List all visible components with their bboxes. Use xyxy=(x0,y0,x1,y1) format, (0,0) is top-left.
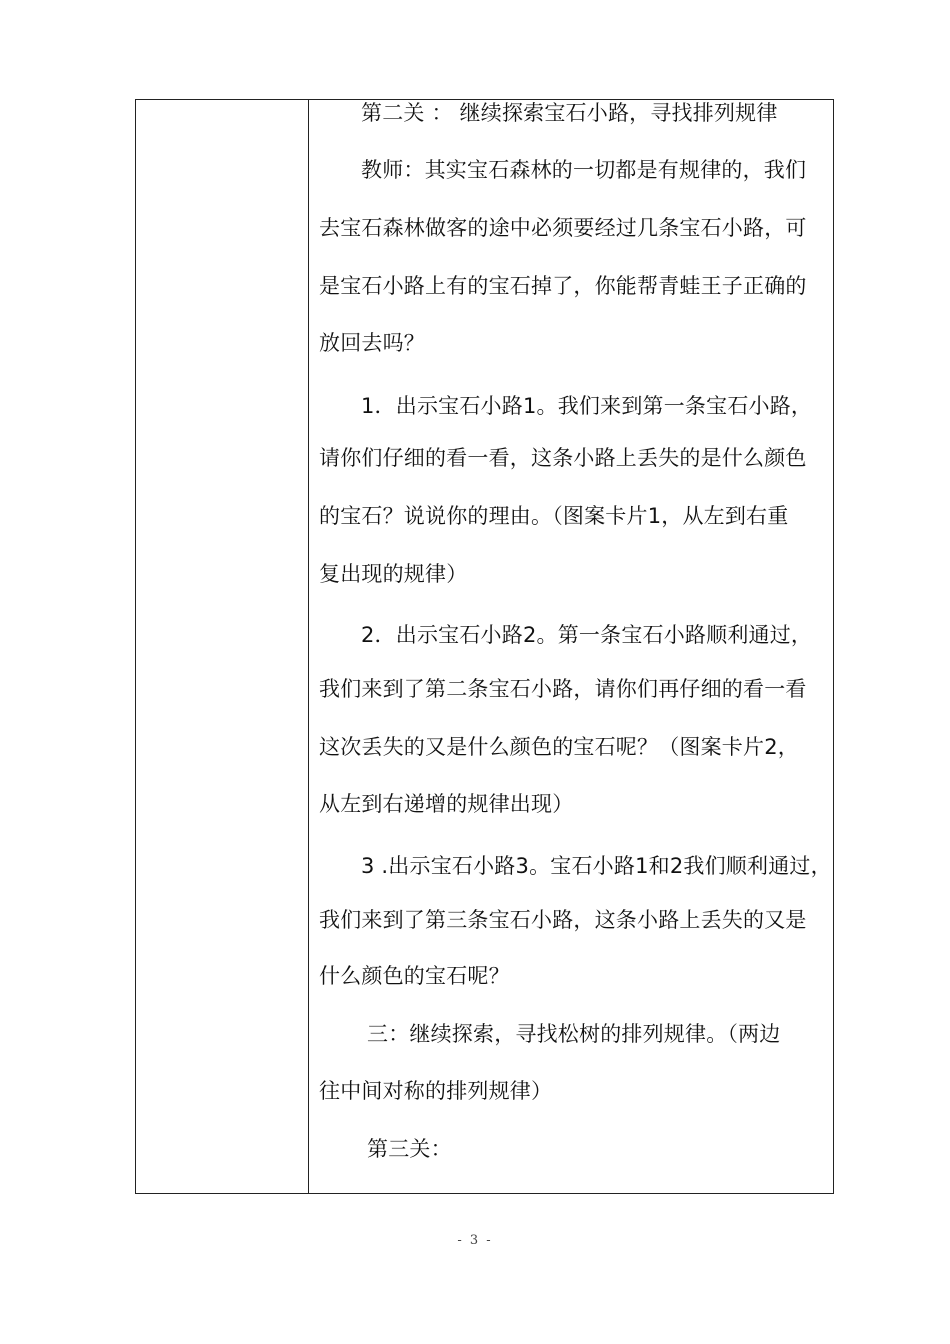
heading-third-stage: 第三关： xyxy=(367,1137,452,1161)
page-number: - 3 - xyxy=(457,1233,493,1248)
paragraph-line: 的宝石？说说你的理由。（图案卡片1，从左到右重 xyxy=(319,504,789,528)
paragraph-line: 什么颜色的宝石呢？ xyxy=(319,964,510,988)
paragraph-line: 3 .出示宝石小路3。宝石小路1和2我们顺利通过， xyxy=(361,854,832,878)
paragraph-line: 复出现的规律） xyxy=(319,562,468,586)
paragraph-line: 这次丢失的又是什么颜色的宝石呢？（图案卡片2， xyxy=(319,735,799,759)
paragraph-line: 从左到右递增的规律出现） xyxy=(319,792,574,816)
paragraph-line: 三：继续探索，寻找松树的排列规律。（两边 xyxy=(367,1022,781,1046)
paragraph-line: 去宝石森林做客的途中必须要经过几条宝石小路，可 xyxy=(319,216,807,240)
paragraph-line: 放回去吗？ xyxy=(319,331,425,355)
paragraph-line: 往中间对称的排列规律） xyxy=(319,1079,553,1103)
document-table xyxy=(135,99,834,1194)
paragraph-line: 教师：其实宝石森林的一切都是有规律的，我们 xyxy=(361,158,807,182)
paragraph-line: 我们来到了第二条宝石小路，请你们再仔细的看一看 xyxy=(319,677,807,701)
paragraph-line: 1．出示宝石小路1。我们来到第一条宝石小路， xyxy=(361,394,813,418)
table-left-column xyxy=(136,100,309,1193)
paragraph-line: 2．出示宝石小路2。第一条宝石小路顺利通过， xyxy=(361,623,813,647)
heading-second-stage: 第二关 ： 继续探索宝石小路，寻找排列规律 xyxy=(361,101,778,125)
paragraph-line: 我们来到了第三条宝石小路，这条小路上丢失的又是 xyxy=(319,908,807,932)
paragraph-line: 请你们仔细的看一看，这条小路上丢失的是什么颜色 xyxy=(319,446,807,470)
table-content-column xyxy=(309,100,833,1193)
paragraph-line: 是宝石小路上有的宝石掉了，你能帮青蛙王子正确的 xyxy=(319,274,807,298)
